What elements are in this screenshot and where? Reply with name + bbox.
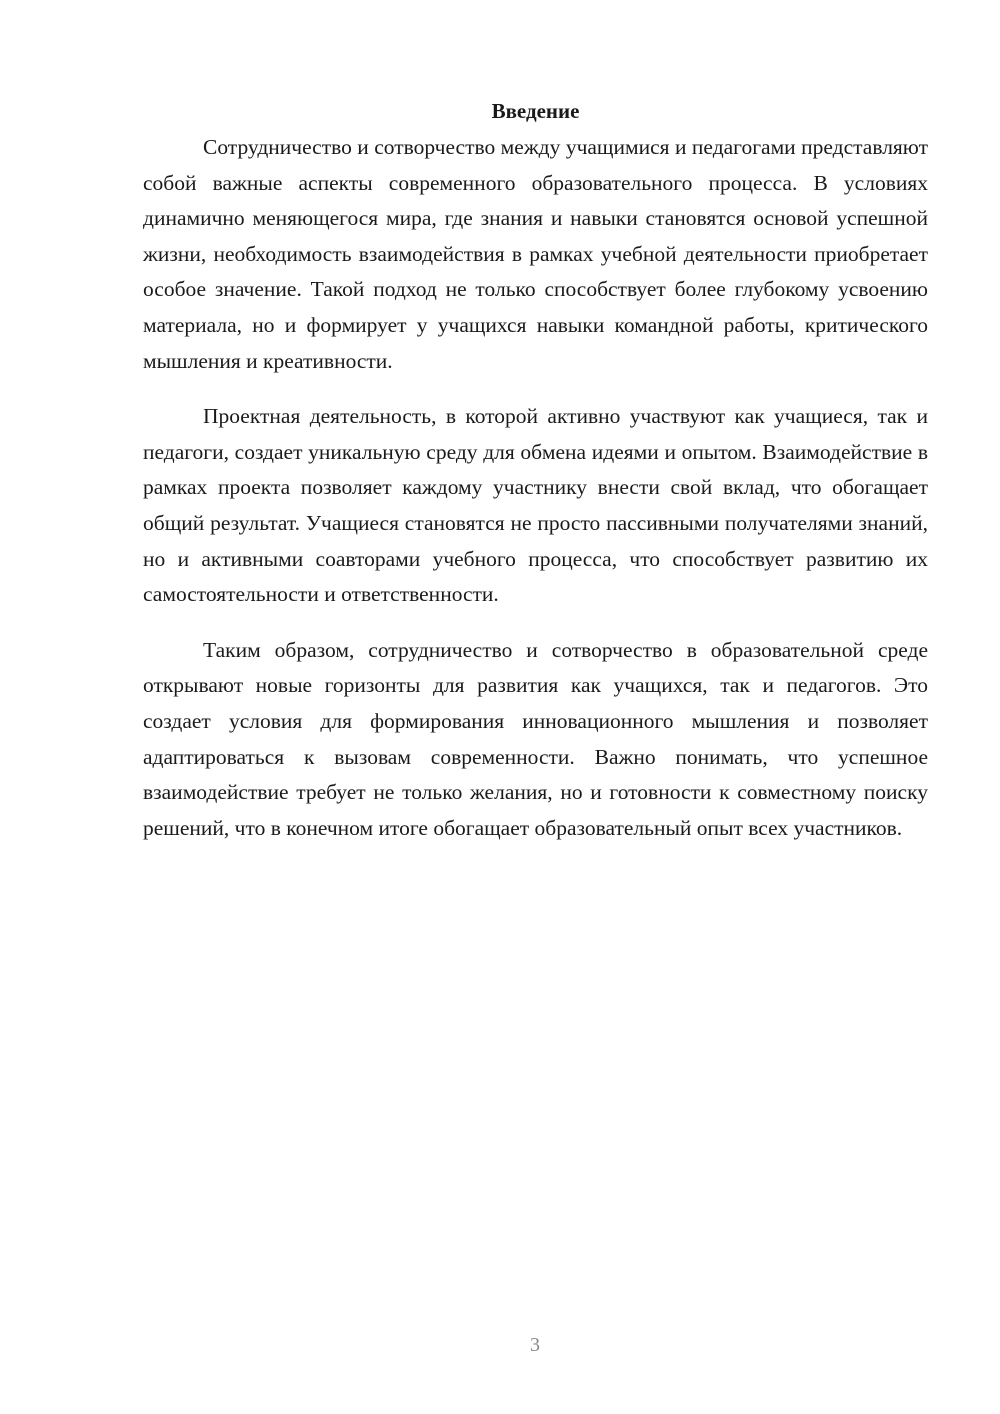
section-heading: Введение: [491, 99, 580, 123]
paragraph-3: Таким образом, сотрудничество и сотворчество в образовательной среде открывают новые горизонты для развития как учащихся, так и педагогов. Это создает условия для формирования инновационного мышления и позволяет адаптироваться к вызовам современности. Важно понимать, что успешное взаимодействие требует не только желания, но и готовности к совместному поиску решений, что в конечном итоге обогащает образовательный опыт всех участников.: [143, 637, 928, 840]
page-number: 3: [530, 1334, 540, 1356]
page-content: [143, 96, 928, 866]
paragraph-2: Проектная деятельность, в которой активно участвуют как учащиеся, так и педагоги, создает уникальную среду для обмена идеями и опытом. Взаимодействие в рамках проекта позволяет каждому участнику внести свой вклад, что обогащает общий результат. Учащиеся становятся не просто пассивными получателями знаний, но и активными соавторами учебного процесса, что способствует развитию их самостоятельности и ответственности.: [143, 404, 928, 607]
paragraph-1: Сотрудничество и сотворчество между учащимися и педагогами представляют собой важные аспекты современного образовательного процесса. В условиях динамично меняющегося мира, где знания и навыки становятся основой успешной жизни, необходимость взаимодействия в рамках учебной деятельности приобретает особое значение. Такой подход не только способствует более глубокому усвоению материала, но и формирует у учащихся навыки командной работы, критического мышления и креативности.: [143, 135, 928, 373]
